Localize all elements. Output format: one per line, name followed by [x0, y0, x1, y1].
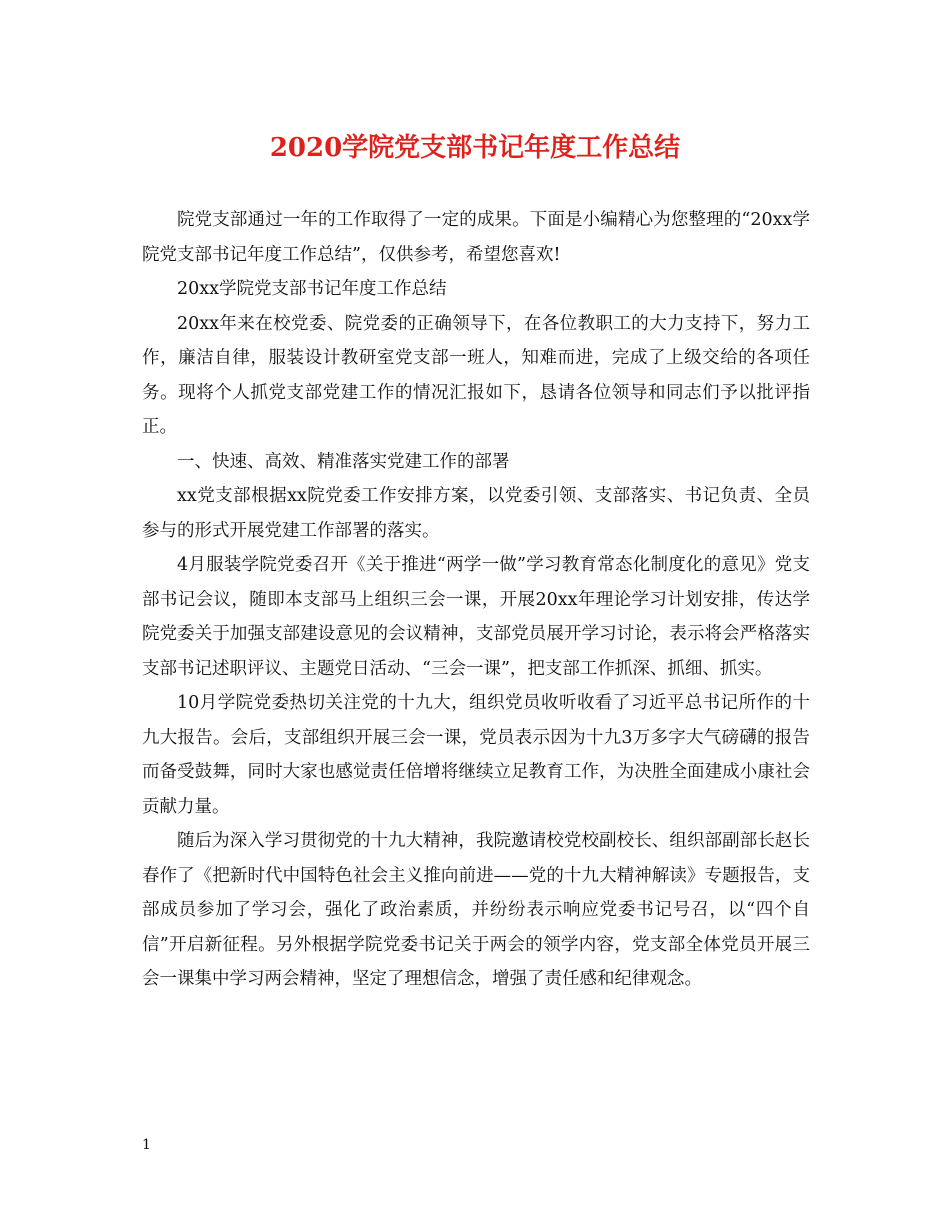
paragraph-overview: 20xx年来在校党委、院党委的正确领导下，在各位教职工的大力支持下，努力工作，廉洁自律，服装设计教研室党支部一班人，知难而进，完成了上级交给的各项任务。现将个人抓党支部党建工作的情况汇报如下，恳请各位领导和同志们予以批评指正。	[142, 313, 810, 437]
paragraph-october-congress: 10月学院党委热切关注党的十九大，组织党员收听收看了习近平总书记所作的十九大报告。会后，支部组织开展三会一课，党员表示因为十九3万多字大气磅礴的报告而备受鼓舞，同时大家也感觉责任倍增将继续立足教育工作，为决胜全面建成小康社会贡献力量。	[142, 693, 810, 817]
section-heading-1: 一、快速、高效、精准落实党建工作的部署	[177, 451, 510, 472]
paragraph-intro: 院党支部通过一年的工作取得了一定的成果。下面是小编精心为您整理的“20xx学院党支部书记年度工作总结”，仅供参考，希望您喜欢!	[142, 210, 810, 265]
document-title: 2020学院党支部书记年度工作总结	[269, 133, 681, 163]
paragraph-april-meeting: 4月服装学院党委召开《关于推进“两学一做”学习教育常态化制度化的意见》党支部书记会议，随即本支部马上组织三会一课，开展20xx年理论学习计划安排，传达学院党委关于加强支部建设意见的会议精神，支部党员展开学习讨论，表示将会严格落实支部书记述职评议、主题党日活动、“三会一课”，把支部工作抓深、抓细、抓实。	[142, 555, 810, 679]
paragraph-deployment: xx党支部根据xx院党委工作安排方案，以党委引领、支部落实、书记负责、全员参与的形式开展党建工作部署的落实。	[142, 486, 810, 541]
paragraph-follow-up-study: 随后为深入学习贯彻党的十九大精神，我院邀请校党校副校长、组织部副部长赵长春作了《把新时代中国特色社会主义推向前进——党的十九大精神解读》专题报告，支部成员参加了学习会，强化了政治素质，并纷纷表示响应党委书记号召，以“四个自信”开启新征程。另外根据学院党委书记关于两会的领学内容，党支部全体党员开展三会一课集中学习两会精神，坚定了理想信念，增强了责任感和纪律观念。	[142, 831, 810, 989]
paragraph-subtitle: 20xx学院党支部书记年度工作总结	[177, 279, 447, 299]
document-body	[142, 203, 810, 997]
page-number: 1	[142, 1137, 151, 1153]
